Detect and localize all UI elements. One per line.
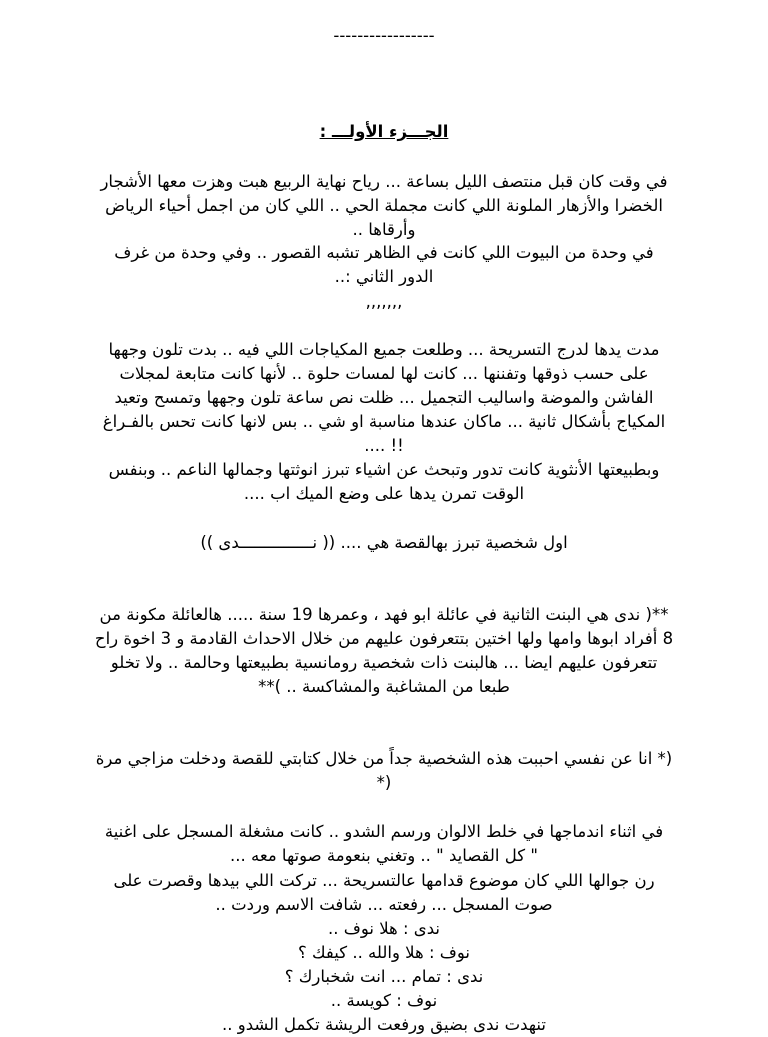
dialogue-line: نوف : كويسة .. [330,991,438,1010]
paragraph-makeup: مدت يدها لدرج التسريحة ... وطلعت جميع المكياجات اللي فيه .. بدت تلون وجهها على حسب ذوقها وتفننها ... كانت لها لمسات حلوة .. لأنها كانت متابعة لمجلات الفاشن والموضة واساليب التجميل ... ظلت نص ساعة تلون وجهها وتمسح وتعيد المكياج بأشكال ثانية ... ماكان عندها مناسبة او شي .. بس لانها كانت تحس بالفـراغ .... !! [102,340,666,455]
paragraph-femininity: وبطبيعتها الأنثوية كانت تدور وتبحث عن اشياء تبرز انوثتها وجمالها الناعم .. وبنفس الوقت تمرن يدها على وضع الميك اب .... [108,460,660,503]
paragraph-character-bio: **( ندى هي البنت الثانية في عائلة ابو فهد ، وعمرها 19 سنة ..... هالعائلة مكونة من 8 أفراد ابوها وامها ولها اختين بتتعرفون عليهم من خلال الاحداث القادمة و 3 اخوة راح تتعرفون عليهم ايضا ... هالبنت ذات شخصية رومانسية بطبيعتها وحالمة .. ولا تخلو طبعا من المشاغبة والمشاكسة .. )** [94,605,674,696]
paragraph-divider: ,,,,,,, [365,292,403,311]
paragraph-intro: في وقت كان قبل منتصف الليل بساعة ... رياح نهاية الربيع هبت وهزت معها الأشجار الخضرا والأزهار الملونة اللي كانت مجملة الحي .. اللي كان من اجمل أحياء الرياض وأرقاها .. [100,172,668,239]
paragraph-phone: رن جوالها اللي كان موضوع قدامها عالتسريحة ... تركت اللي بيدها وقصرت على صوت المسجل ... رفعته ... شافت الاسم وردت .. [113,871,655,914]
paragraph-house: في وحدة من البيوت اللي كانت في الظاهر تشبه القصور .. وفي وحدة من غرف الدور الثاني :.. [114,243,654,286]
paragraph-song: في اثناء اندماجها في خلط الالوان ورسم الشدو .. كانت مشغلة المسجل على اغنية " كل القصايد " .. وتغني بنعومة صوتها معه ... [104,822,664,865]
dialogue-line: ندى : هلا نوف .. [328,919,440,938]
dialogue-line: نوف : هلا والله .. كيفك ؟ [297,943,471,962]
dialogue-line: تنهدت ندى بضيق ورفعت الريشة تكمل الشدو .. [222,1015,546,1034]
top-separator: ----------------- [333,26,435,45]
dialogue-line: ندى : تمام ... انت شخبارك ؟ [284,967,484,986]
paragraph-author-note: (* انا عن نفسي احببت هذه الشخصية جداً من خلال كتابتي للقصة ودخلت مزاجي مرة *) [95,749,673,792]
paragraph-first-character: اول شخصية تبرز بهالقصة هي .... (( نـــــــــــــــدى )) [200,533,568,552]
part-heading: الجـــزء الأولـــ : [319,122,449,141]
